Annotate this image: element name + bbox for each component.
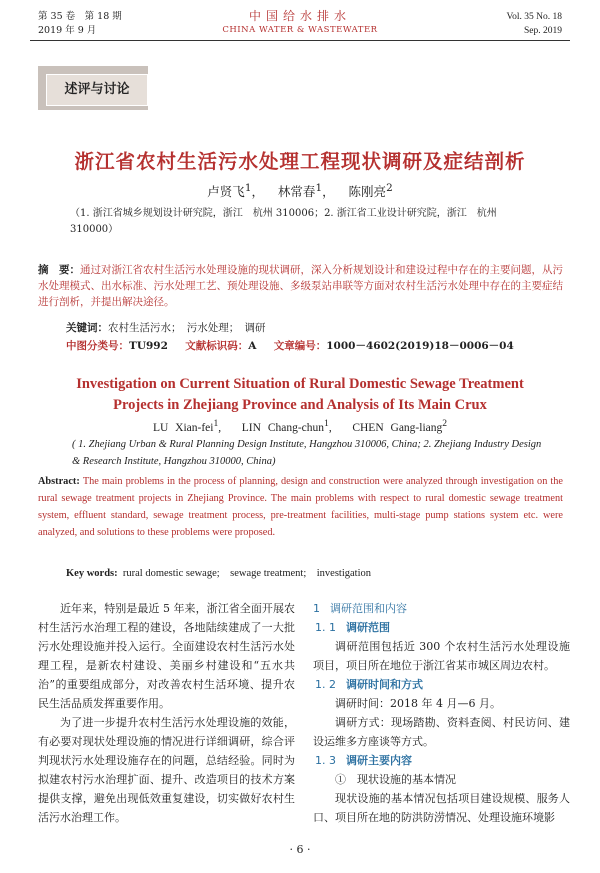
body-paragraph: 近年来，特别是最近 5 年来，浙江省全面开展农村生活污水治理工程的建设，各地陆续建成了一大批污水处理设施并投入运行。全面建设农村生活污水处理工程，是新农村建设、美丽乡村建设和“五水共治”的重要组成部分，对改善农村生活环境、提升农民生活品质发挥重要作用。 — [38, 602, 295, 710]
issue-date-zh: 2019 年 9 月 — [38, 25, 97, 36]
abstract-text-zh: 通过对浙江省农村生活污水处理设施的现状调研，深入分析规划设计和建设过程中存在的主要问题，从污水处理模式、出水标准、污水处理工艺、预处理设施、多级泵站串联等方面对农村生活污水处理中存在的主要症结进行剖析，并提出解决途径。 — [38, 264, 563, 308]
author-en: LIN Chang-chun — [241, 421, 325, 434]
authors-en: LU Xian-fei$^1$, LIN Chang-chun$^1$, CHEN Gang-liang$^2$ — [152, 418, 448, 434]
title-zh: 浙江省农村生活污水处理工程现状调研及症结剖析 — [74, 150, 526, 173]
journal-name-zh: 中国给水排水 — [248, 9, 351, 23]
author-mark: 2 — [386, 182, 393, 194]
journal-name-en: CHINA WATER & WASTEWATER — [222, 25, 378, 35]
author-en: LU Xian-fei — [152, 421, 214, 434]
volume-issue: 第 35 卷 第 18 期 — [38, 11, 122, 22]
header-rule — [30, 40, 570, 41]
abstract-zh — [38, 262, 563, 310]
body-right-column — [313, 599, 570, 827]
clc-label: 中图分类号： — [66, 340, 129, 352]
author-mark: 1 — [315, 182, 323, 194]
page-number: · 6 · — [289, 843, 311, 856]
author-mark: 1 — [244, 182, 252, 194]
body-paragraph: 调研方式：现场踏勘、资料查阅、村民访问、建设运维多方座谈等方式。 — [313, 716, 570, 748]
journal-name — [150, 8, 450, 36]
body-paragraph: 调研范围包括近 300 个农村生活污水处理设施项目，项目所在地位于浙江省某市城区周边农村。 — [313, 640, 570, 672]
section-heading-1-2: 1. 2 调研时间和方式 — [315, 678, 423, 691]
author-zh: 卢贤飞 — [207, 184, 245, 200]
keywords-label-zh: 关键词： — [66, 322, 108, 334]
clc-value: TU992 — [129, 340, 168, 352]
section-tag: 述评与讨论 — [46, 74, 148, 106]
body-paragraph: 现状设施的基本情况包括项目建设规模、服务人口、项目所在地的防洪防涝情况、处理设施环境影 — [313, 792, 570, 824]
keywords-text-en: rural domestic sewage; sewage treatment; investigation — [122, 568, 372, 579]
section-heading-1-1: 1. 1 调研范围 — [315, 621, 390, 634]
article-no-label: 文章编号： — [273, 340, 327, 352]
article-no-value: 1000－4602(2019)18－0006－04 — [326, 340, 514, 352]
header-right — [506, 10, 562, 38]
abstract-label-en: Abstract: — [38, 476, 80, 487]
body-paragraph: 为了进一步提升农村生活污水处理设施的效能，有必要对现状处理设施的情况进行详细调研，综合评判现状污水处理设施存在的问题，总结经验。同时为拟建农村污水治理扩面、提升、改造项目的技术方案提供支撑，避免出现低效重复建设，切实做好农村生活污水治理工作。 — [38, 716, 295, 824]
author-mark: 1 — [213, 418, 219, 429]
author-en: CHEN Gang-liang — [352, 421, 443, 434]
volume-en: Vol. 35 No. 18 — [506, 12, 562, 22]
doc-code-label: 文献标识码： — [185, 340, 249, 352]
abstract-text-en: The main problems in the process of planning, design and construction were analyzed through investigation on the rural sewage treatment projects in Zhejiang Province. The main problems with respect to rural domestic sewage treatment system, effluent standard, sewage treatment process, pre-treatment facilities, multi-stage pump stations system etc. were analyzed, and solutions to these problems were proposed. — [38, 476, 563, 538]
list-item: ① 现状设施的基本情况 — [335, 773, 456, 786]
keywords-label-en: Key words: — [66, 568, 118, 579]
keywords-en — [66, 565, 371, 580]
author-zh: 陈刚亮 — [348, 184, 387, 200]
keywords-text-zh: 农村生活污水； 污水处理； 调研 — [108, 322, 266, 334]
abstract-label-zh: 摘 要： — [38, 264, 80, 276]
author-mark: 1 — [324, 418, 329, 429]
issue-date-en: Sep. 2019 — [524, 26, 562, 36]
author-mark: 2 — [442, 418, 448, 429]
title-en: Investigation on Current Situation of Rural Domestic Sewage Treatment Projects in Zhejiang Province and Analysis of Its Main Crux — [76, 376, 524, 413]
body-paragraph: 调研时间：2018 年 4 月—6 月。 — [335, 697, 501, 710]
affiliation-zh: （1. 浙江省城乡规划设计研究院，浙江 杭州 310006；2. 浙江省工业设计研究院，浙江 杭州 310000） — [70, 208, 497, 235]
header-left — [38, 10, 122, 38]
affiliation-en: ( 1. Zhejiang Urban & Rural Planning Design Institute, Hangzhou 310006, China; 2. Zhejiang Industry Design & Research Institute, Hangzhou 310000, China) — [72, 439, 542, 467]
keywords-zh — [66, 320, 266, 335]
section-heading-1: 1 调研范围和内容 — [313, 602, 407, 615]
section-heading-1-3: 1. 3 调研主要内容 — [315, 754, 412, 767]
classification-line — [66, 338, 528, 353]
authors-zh: 卢贤飞$^1$， 林常春$^1$， 陈刚亮$^2$ — [207, 182, 393, 200]
doc-code-value: A — [248, 340, 257, 352]
author-zh: 林常春 — [277, 184, 316, 200]
abstract-en — [38, 473, 563, 541]
body-left-column — [38, 599, 295, 827]
